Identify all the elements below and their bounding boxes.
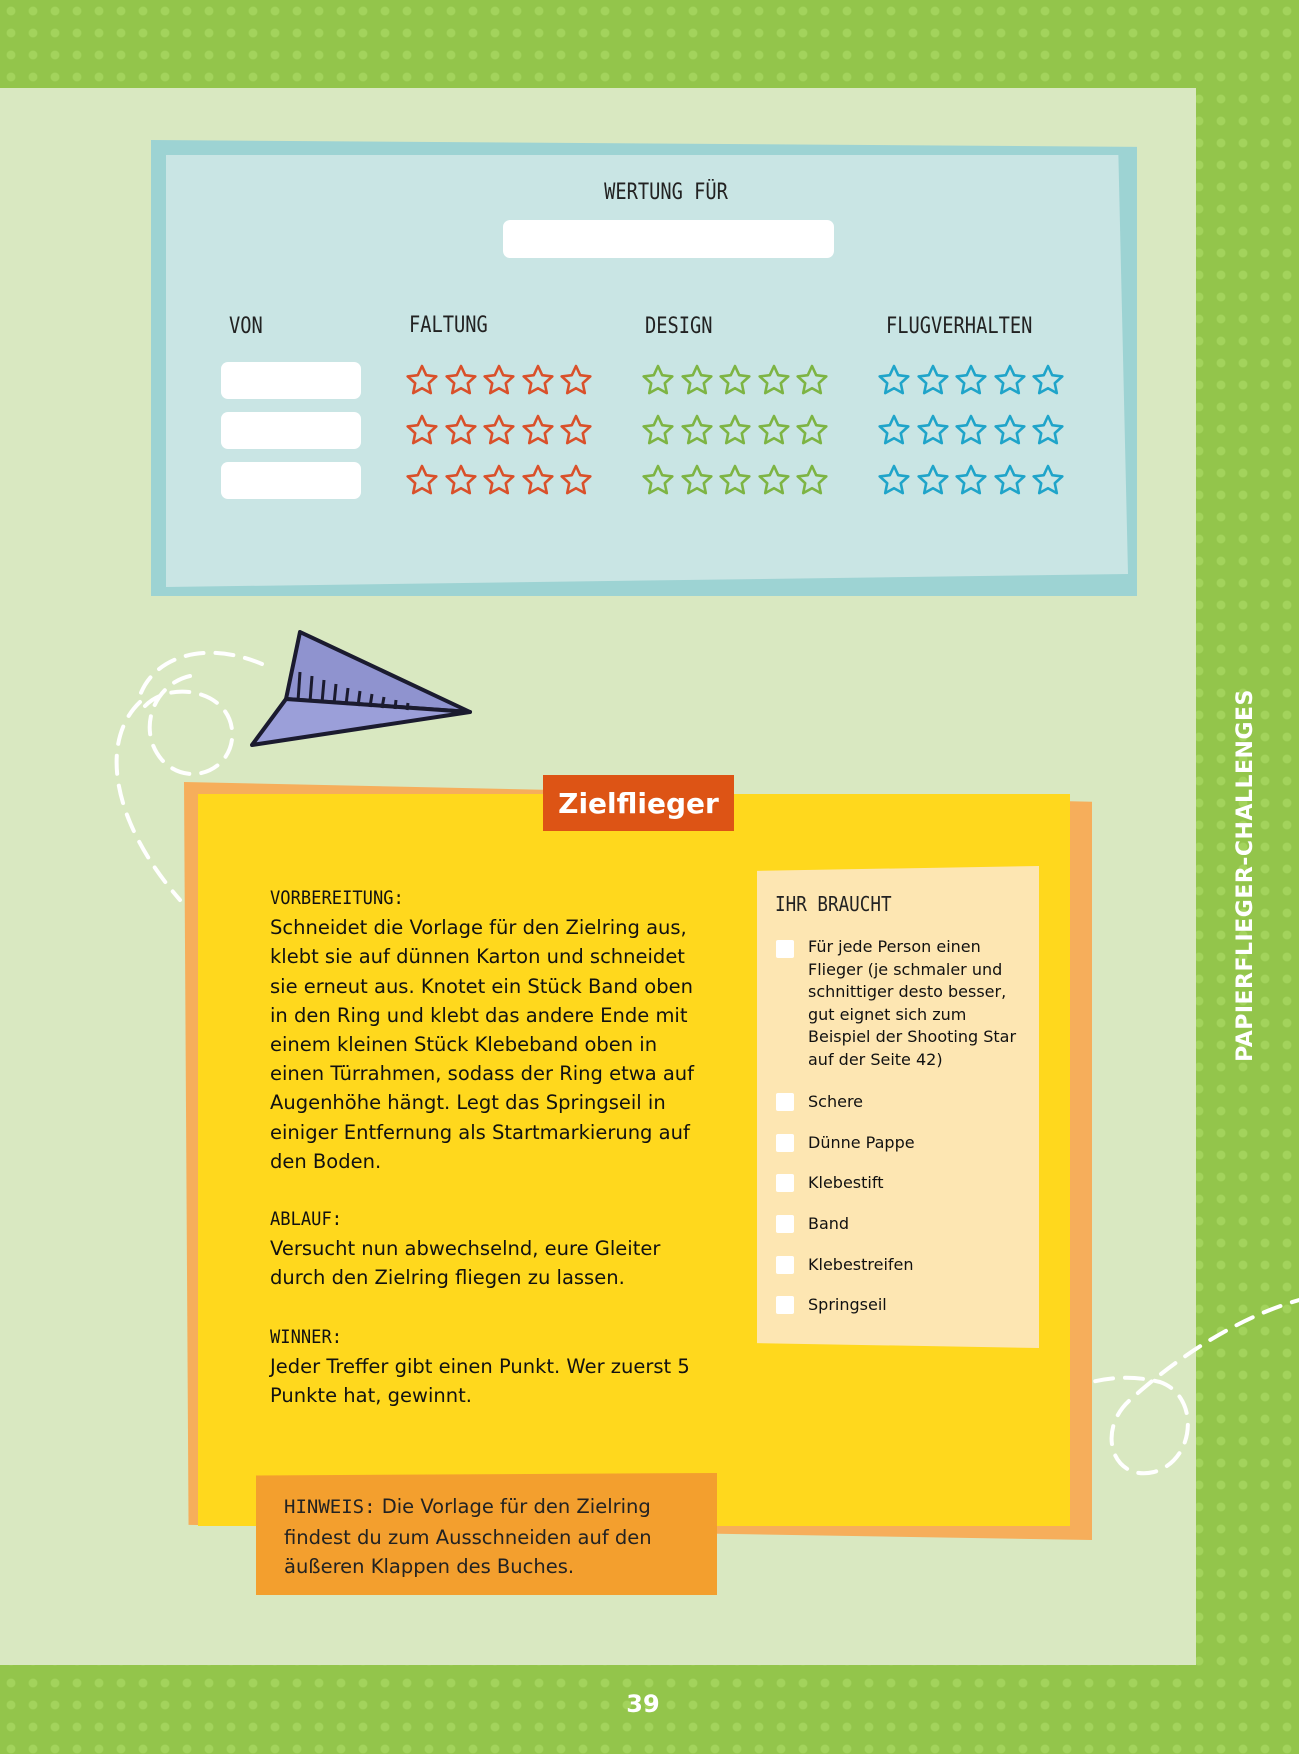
procedure-label: ABLAUF: <box>270 1208 343 1230</box>
star-faltung-icon[interactable] <box>444 464 478 498</box>
star-design-icon[interactable] <box>795 364 829 398</box>
star-flugverhalten-icon[interactable] <box>954 464 988 498</box>
star-faltung-icon[interactable] <box>521 464 555 498</box>
star-faltung-icon[interactable] <box>405 414 439 448</box>
star-design-icon[interactable] <box>718 364 752 398</box>
star-flugverhalten-icon[interactable] <box>993 414 1027 448</box>
supply-checkbox-3[interactable] <box>776 1134 794 1152</box>
score-card-title: WERTUNG FÜR <box>604 180 728 205</box>
star-faltung-icon[interactable] <box>444 364 478 398</box>
game-title: Zielflieger <box>543 775 734 831</box>
preparation-text: Schneidet die Vorlage für den Zielring aus, klebt sie auf dünnen Karton und schneidet sie erneut aus. Knotet ein Stück Band oben in den Ring und klebt das andere Ende mit einem kleinen Stück Klebeband oben in einen Türrahmen, sodass der Ring etwa auf Augenhöhe hängt. Legt das Springseil in einiger Entfernung als Startmarkierung auf den Boden. <box>270 916 695 1173</box>
star-flugverhalten-icon[interactable] <box>993 364 1027 398</box>
star-flugverhalten-icon[interactable] <box>916 464 950 498</box>
supply-checkbox-6[interactable] <box>776 1256 794 1274</box>
star-flugverhalten-icon[interactable] <box>1031 364 1065 398</box>
procedure-text: Versucht nun abwechselnd, eure Gleiter durch den Zielring fliegen zu lassen. <box>270 1237 661 1290</box>
star-faltung-icon[interactable] <box>482 364 516 398</box>
score-recipient-field[interactable] <box>503 220 834 258</box>
star-faltung-icon[interactable] <box>521 414 555 448</box>
supply-item-5: Band <box>808 1214 850 1233</box>
hint-text-block <box>284 1492 704 1582</box>
sidebar-label-text: PAPIERFLIEGER-CHALLENGES <box>1232 688 1258 1062</box>
supply-checkbox-4[interactable] <box>776 1174 794 1192</box>
star-design-icon[interactable] <box>718 464 752 498</box>
star-flugverhalten-icon[interactable] <box>1031 414 1065 448</box>
supplies-title: IHR BRAUCHT <box>775 892 892 916</box>
supply-item-7: Springseil <box>808 1295 887 1314</box>
star-flugverhalten-icon[interactable] <box>877 414 911 448</box>
star-faltung-icon[interactable] <box>444 414 478 448</box>
star-flugverhalten-icon[interactable] <box>877 364 911 398</box>
star-flugverhalten-icon[interactable] <box>954 364 988 398</box>
star-design-icon[interactable] <box>641 414 675 448</box>
supply-item-1: Für jede Person einen Flieger (je schmaler und schnittiger desto besser, gut eignet sich zum Beispiel der Shooting Star auf der Seite 42) <box>808 937 1017 1069</box>
star-design-icon[interactable] <box>641 364 675 398</box>
column-head-flugverhalten: FLUGVERHALTEN <box>886 314 1033 339</box>
star-flugverhalten-icon[interactable] <box>1031 464 1065 498</box>
sidebar-label <box>1225 688 1265 1062</box>
column-head-von: VON <box>229 314 263 339</box>
star-faltung-icon[interactable] <box>559 464 593 498</box>
column-head-design: DESIGN <box>645 314 713 339</box>
winner-label: WINNER: <box>270 1326 343 1348</box>
star-design-icon[interactable] <box>641 464 675 498</box>
star-design-icon[interactable] <box>718 414 752 448</box>
preparation-label: VORBEREITUNG: <box>270 887 404 909</box>
star-flugverhalten-icon[interactable] <box>954 414 988 448</box>
supply-item-4: Klebestift <box>808 1173 884 1192</box>
supply-item-3: Dünne Pappe <box>808 1133 915 1152</box>
star-design-icon[interactable] <box>680 414 714 448</box>
hint-label: HINWEIS: <box>284 1496 376 1518</box>
star-flugverhalten-icon[interactable] <box>916 414 950 448</box>
star-design-icon[interactable] <box>795 464 829 498</box>
supply-item-2: Schere <box>808 1092 864 1111</box>
star-faltung-icon[interactable] <box>405 464 439 498</box>
star-flugverhalten-icon[interactable] <box>916 364 950 398</box>
star-faltung-icon[interactable] <box>482 414 516 448</box>
star-flugverhalten-icon[interactable] <box>877 464 911 498</box>
supply-checkbox-1[interactable] <box>776 940 794 958</box>
star-faltung-icon[interactable] <box>405 364 439 398</box>
star-design-icon[interactable] <box>757 414 791 448</box>
page-number: 39 <box>626 1690 660 1718</box>
von-field-2[interactable] <box>221 412 361 449</box>
star-design-icon[interactable] <box>757 364 791 398</box>
star-design-icon[interactable] <box>795 414 829 448</box>
winner-text: Jeder Treffer gibt einen Punkt. Wer zuerst 5 Punkte hat, gewinnt. <box>270 1355 690 1408</box>
preparation-section <box>270 884 710 1176</box>
star-flugverhalten-icon[interactable] <box>993 464 1027 498</box>
star-faltung-icon[interactable] <box>521 364 555 398</box>
supply-item-6: Klebestreifen <box>808 1255 914 1274</box>
procedure-section <box>270 1205 710 1293</box>
von-field-1[interactable] <box>221 362 361 399</box>
star-design-icon[interactable] <box>680 364 714 398</box>
supply-checkbox-7[interactable] <box>776 1296 794 1314</box>
column-head-faltung: FALTUNG <box>409 313 488 338</box>
supply-checkbox-5[interactable] <box>776 1215 794 1233</box>
supply-checkbox-2[interactable] <box>776 1093 794 1111</box>
star-faltung-icon[interactable] <box>482 464 516 498</box>
hint-text: Die Vorlage für den Zielring findest du zum Ausschneiden auf den äußeren Klappen des Buches. <box>284 1495 652 1578</box>
star-faltung-icon[interactable] <box>559 414 593 448</box>
star-design-icon[interactable] <box>757 464 791 498</box>
von-field-3[interactable] <box>221 462 361 499</box>
star-design-icon[interactable] <box>680 464 714 498</box>
winner-section <box>270 1323 710 1411</box>
star-faltung-icon[interactable] <box>559 364 593 398</box>
